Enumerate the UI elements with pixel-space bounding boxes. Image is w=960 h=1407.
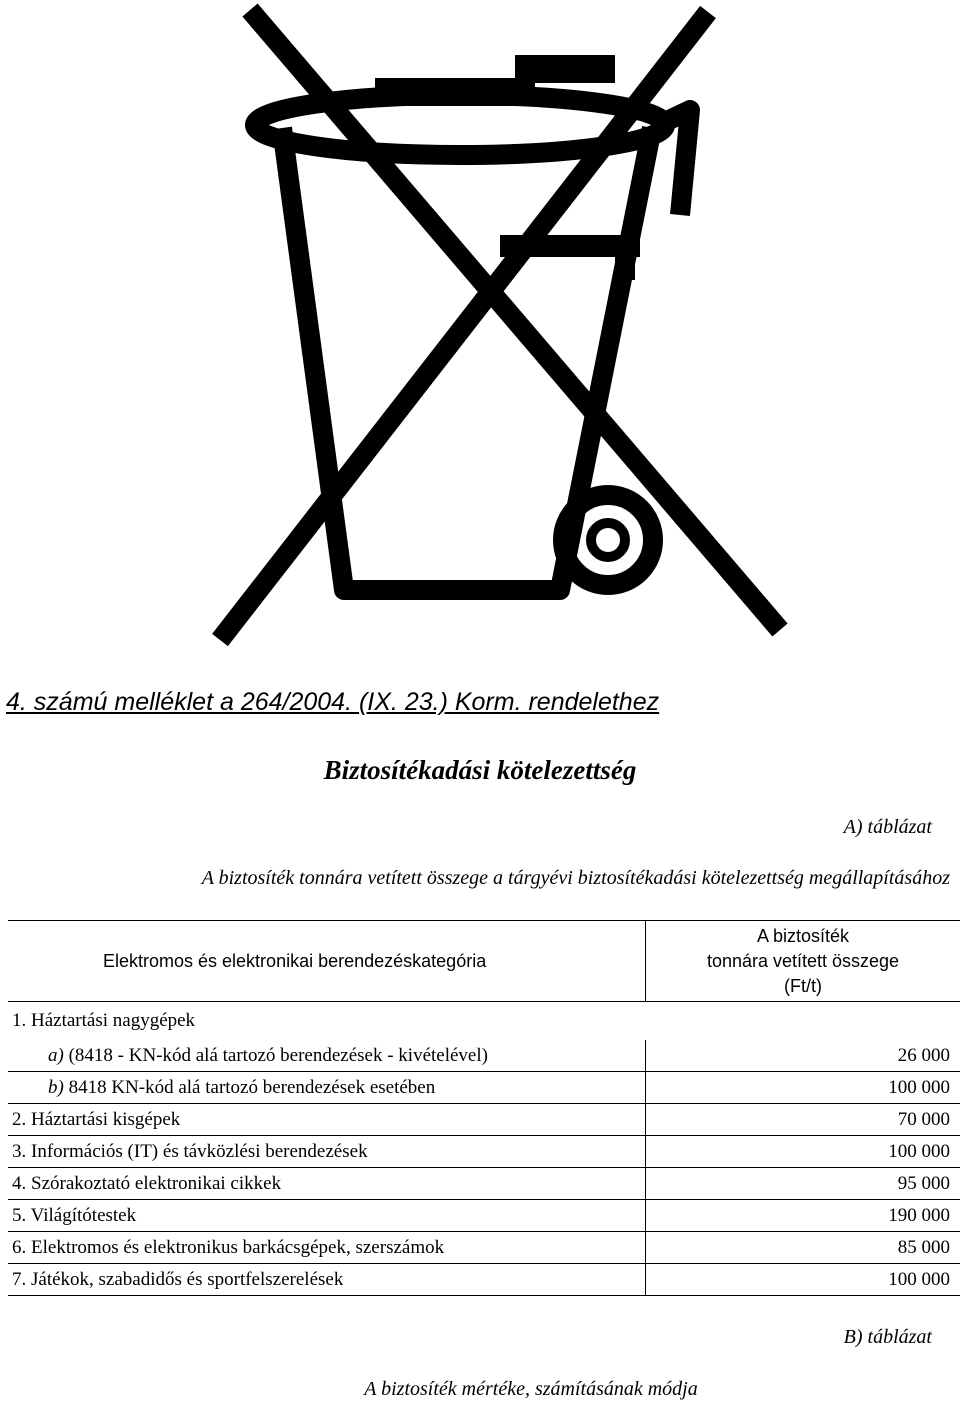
table-row: [8, 1136, 960, 1168]
table-row: [8, 1072, 960, 1104]
row-label: 1. Háztartási nagygépek: [12, 1010, 196, 1031]
row-label: [8, 1072, 646, 1104]
header-amount-line1: A biztosíték: [756, 925, 850, 946]
row-label: [8, 1040, 646, 1072]
table-a-subtitle: A biztosíték tonnára vetített összege a tárgyévi biztosítékadási kötelezettség megállapításához: [201, 867, 950, 889]
row-label: 6. Elektromos és elektronikus barkácsgépek, szerszámok: [8, 1232, 646, 1264]
row-label: 7. Játékok, szabadidős és sportfelszerelések: [8, 1264, 646, 1296]
table-a-label: A) táblázat: [843, 816, 932, 838]
row-text: (8418 - KN-kód alá tartozó berendezések - kivételével): [68, 1044, 488, 1066]
header-amount-line2: tonnára vetített összege: [706, 950, 900, 971]
table-row: [8, 1002, 960, 1041]
row-value: [646, 1002, 960, 1041]
row-label: 5. Világítótestek: [8, 1200, 646, 1232]
row-value: 100 000: [646, 1136, 960, 1168]
row-value: 70 000: [646, 1104, 960, 1136]
table-row: [8, 1232, 960, 1264]
table-row: [8, 1264, 960, 1296]
row-label: 3. Információs (IT) és távközlési berendezések: [8, 1136, 646, 1168]
table-row: [8, 1104, 960, 1136]
crossed-out-bin-logo: [0, 0, 960, 680]
annex-title: 4. számú melléklet a 264/2004. (IX. 23.) Korm. rendelethez: [6, 688, 660, 716]
row-value: 100 000: [646, 1264, 960, 1296]
main-title: Biztosítékadási kötelezettség: [323, 755, 637, 785]
header-amount: [646, 921, 960, 1002]
row-text: 8418 KN-kód alá tartozó berendezések esetében: [68, 1076, 436, 1098]
row-value: 100 000: [646, 1072, 960, 1104]
table-row: [8, 1200, 960, 1232]
row-prefix: b): [48, 1076, 64, 1098]
deposit-table: [8, 920, 960, 1296]
table-row: [8, 1168, 960, 1200]
row-prefix: a): [48, 1044, 64, 1066]
header-amount-line3: (Ft/t): [784, 975, 822, 996]
table-b-label: B) táblázat: [843, 1326, 932, 1348]
row-value: 26 000: [646, 1040, 960, 1072]
row-label: 4. Szórakoztató elektronikai cikkek: [8, 1168, 646, 1200]
table-row: [8, 1040, 960, 1072]
table-header-row: [8, 921, 960, 1002]
header-category: Elektromos és elektronikai berendezéskategória: [8, 921, 646, 1002]
table-b-subtitle: A biztosíték mértéke, számításának módja: [364, 1378, 698, 1400]
row-label: 2. Háztartási kisgépek: [8, 1104, 646, 1136]
row-value: 95 000: [646, 1168, 960, 1200]
row-value: 85 000: [646, 1232, 960, 1264]
row-value: 190 000: [646, 1200, 960, 1232]
